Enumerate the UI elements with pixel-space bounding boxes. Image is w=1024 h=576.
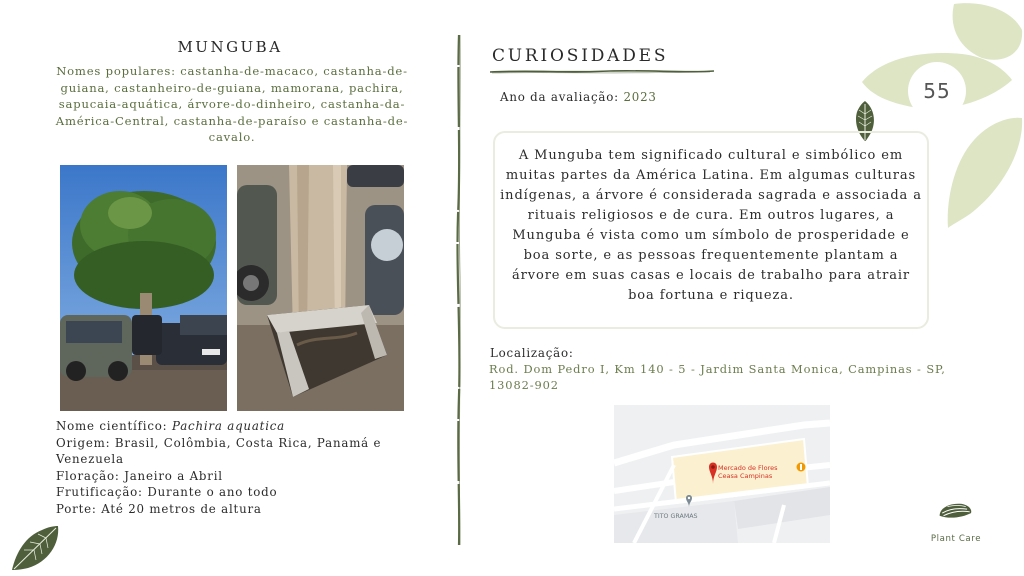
page-number: 55 (908, 62, 966, 120)
section-title: CURIOSIDADES (492, 46, 669, 66)
vertical-divider (452, 35, 466, 545)
plant-title: MUNGUBA (177, 38, 283, 56)
evaluation-year-value: 2023 (623, 90, 657, 104)
decorative-leaf-bottom-left (10, 522, 60, 572)
size-fact: Porte: Até 20 metros de altura (56, 501, 262, 516)
leaf-shape (953, 3, 1023, 60)
trunk-photo (237, 165, 404, 411)
scientific-name-value: Pachira aquatica (172, 419, 286, 433)
location-map[interactable] (614, 405, 830, 543)
evaluation-year: Ano da avaliação: 2023 (500, 90, 657, 104)
title-underline (490, 68, 714, 76)
curiosity-text: A Munguba tem significado cultural e simbólico em muitas partes da América Latina. Em algumas culturas indígenas, a árvore é considerada sagrada e associada a rituais religiosos e de cura. Em outros lugares, a Munguba é vista como um símbolo de prosperidade e boa sorte, e as pessoas frequentemente plantam a árvore em suas casas e locais de trabalho para atrair boa fortuna e riqueza. (500, 148, 922, 303)
popular-names: Nomes populares: castanha-de-macaco, castanha-de-guiana, castanheiro-de-guiana, mamorana, pachira, sapucaia-aquática, árvore-do-dinheiro, castanha-da-América-Central, castanha-de-paraíso e castanha-de-cavalo. (55, 64, 409, 145)
map-place-name: Mercado de Flores Ceasa Campinas (718, 464, 778, 480)
flowering-fact: Floração: Janeiro a Abril (56, 468, 223, 483)
scientific-name: Nome científico: Pachira aquatica (56, 419, 286, 433)
fruiting-fact: Frutificação: Durante o ano todo (56, 485, 278, 500)
location-address: Rod. Dom Pedro I, Km 140 - 5 - Jardim Santa Monica, Campinas - SP, 13082-902 (489, 362, 946, 392)
map-nearby-label: TITO GRAMAS (654, 513, 698, 520)
location-label: Localização: (490, 346, 574, 360)
plant-care-logo (918, 500, 990, 534)
tree-photo (60, 165, 227, 411)
logo-name: Plant Care (930, 534, 982, 544)
origin-fact: Origem: Brasil, Colômbia, Costa Rica, Panamá e Venezuela (56, 435, 382, 467)
plant-facts (56, 418, 416, 518)
food-poi-icon (797, 463, 806, 472)
leaf-shape (948, 118, 1022, 228)
